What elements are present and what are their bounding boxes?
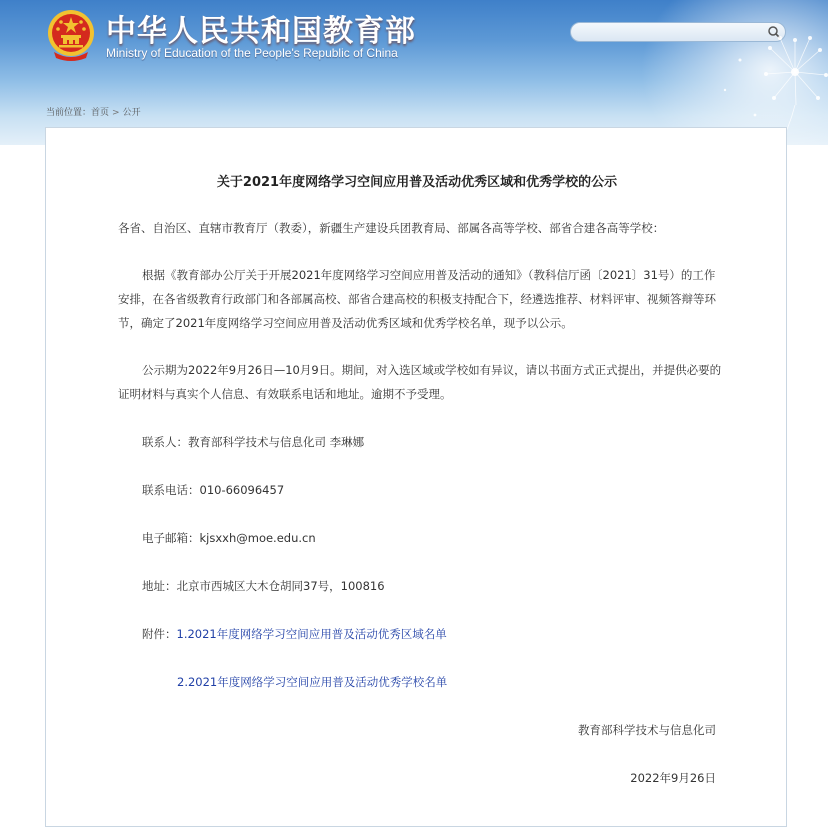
national-emblem-icon[interactable] [46,8,96,62]
contact-address: 地址：北京市西城区大木仓胡同37号，100816 [142,579,385,593]
site-title-en: Ministry of Education of the People's Republic of China [106,46,398,60]
breadcrumb-public-link[interactable]: 公开 [122,108,141,118]
article-title: 关于2021年度网络学习空间应用普及活动优秀区域和优秀学校的公示 [216,175,618,190]
breadcrumb-prefix: 当前位置： [46,108,92,118]
article-addressee: 各省、自治区、直辖市教育厅（教委），新疆生产建设兵团教育局、部属各高等学校、部省合建各高等学校： [118,221,665,235]
article-date: 2022年9月26日 [630,771,716,785]
site-title-cn[interactable]: 中华人民共和国教育部 [106,14,416,49]
article-paragraph-2: 公示期为2022年9月26日—10月9日。期间，对入选区域或学校如有异议，请以书面方式正式提出，并提供必要的证明材料与真实个人信息、有效联系电话和地址。逾期不予受理。 [118,363,722,401]
attachments-row [142,622,447,646]
contact-person: 联系人：教育部科学技术与信息化司 李琳娜 [142,435,365,449]
attachment-link-1[interactable]: 1.2021年度网络学习空间应用普及活动优秀区域名单 [176,627,447,641]
breadcrumb [46,105,141,118]
breadcrumb-separator: > [112,108,120,118]
article-panel [45,127,787,827]
breadcrumb-home-link[interactable]: 首页 [91,108,110,118]
attachment-link-2[interactable]: 2.2021年度网络学习空间应用普及活动优秀学校名单 [177,675,448,689]
article-paragraph-1: 根据《教育部办公厅关于开展2021年度网络学习空间应用普及活动的通知》（教科信厅函〔2021〕31号）的工作安排，在各省级教育行政部门和各部属高校、部省合建高校的积极支持配合下，经遴选推荐、材料评审、视频答辩等环节，确定了2021年度网络学习空间应用普及活动优秀区域和优秀学校名单，现予以公示。 [118,268,716,330]
site-header [0,0,828,145]
contact-phone: 联系电话：010-66096457 [142,483,285,497]
attachments-row-2 [177,670,447,694]
contact-email: 电子邮箱：kjsxxh@moe.edu.cn [142,531,316,545]
attachment-label: 附件： [142,627,177,641]
article-signer: 教育部科学技术与信息化司 [578,723,716,737]
